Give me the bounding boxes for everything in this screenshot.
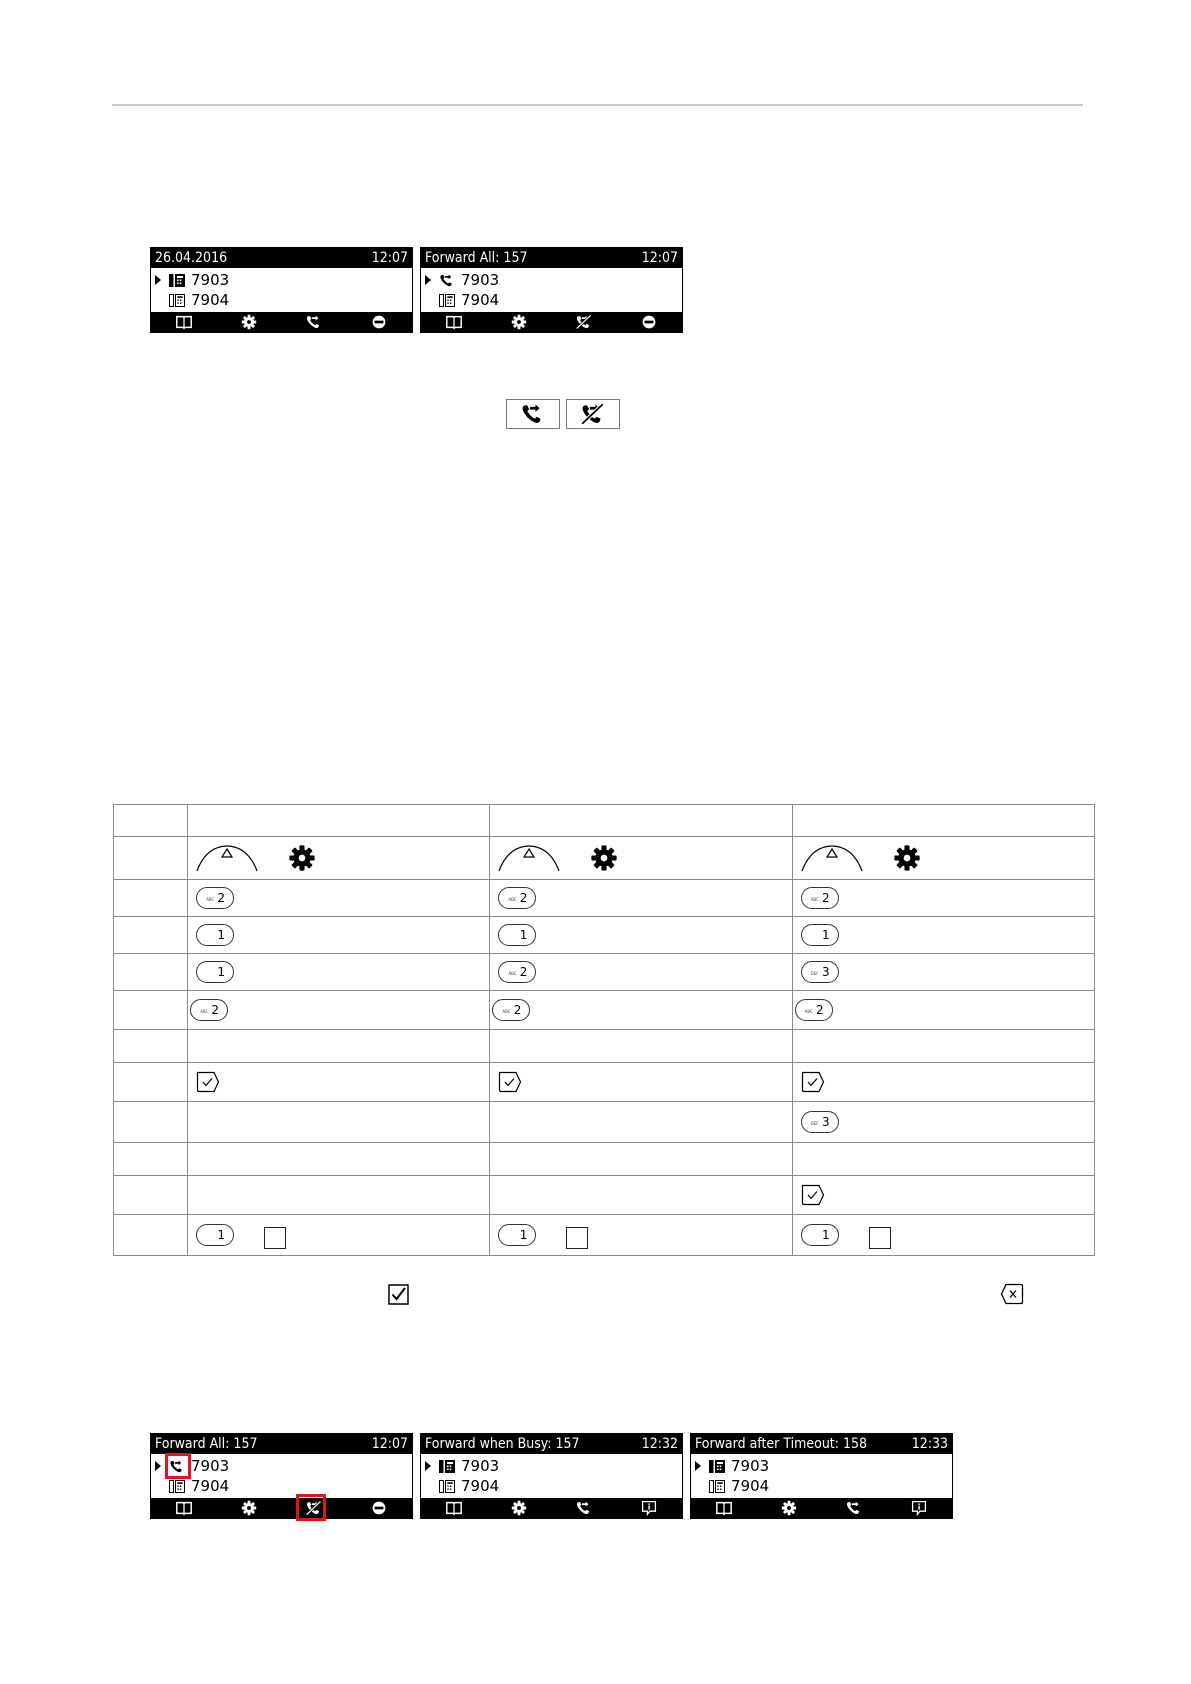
line-item[interactable]	[421, 270, 682, 290]
softkey-settings[interactable]	[486, 1498, 551, 1518]
phone-screen-idle	[150, 247, 413, 333]
table-cell	[490, 1215, 792, 1256]
screen-status: Forward when Busy: 157	[425, 1436, 580, 1452]
forward-off-icon	[575, 314, 593, 330]
table-cell	[188, 1063, 490, 1102]
forward-setup-table	[113, 804, 1095, 1256]
table-row	[114, 991, 1095, 1030]
ok-key-icon	[196, 1071, 220, 1093]
table-cell	[490, 880, 792, 917]
settings-gear-icon	[893, 844, 921, 872]
forward-icon-box	[506, 399, 560, 429]
step-cell	[114, 1102, 188, 1143]
header-rule	[112, 104, 1083, 106]
line-number: 7903	[461, 1457, 500, 1475]
softkey-settings[interactable]	[756, 1498, 821, 1518]
step-cell	[114, 1215, 188, 1256]
key-digit: 1	[822, 928, 830, 942]
line-number: 7903	[191, 271, 230, 289]
key-2-button	[190, 999, 228, 1021]
ok-key-icon	[801, 1184, 825, 1206]
screen-time: 12:32	[641, 1436, 678, 1452]
table-row	[114, 1063, 1095, 1102]
table-cell	[792, 1143, 1094, 1176]
key-letters: ABC	[206, 897, 215, 902]
table-cell	[188, 805, 490, 837]
selection-arrow-icon	[425, 1461, 431, 1471]
settings-gear-icon	[288, 844, 316, 872]
key-digit: 3	[822, 1115, 830, 1129]
softkey-phonebook[interactable]	[691, 1498, 756, 1518]
softkey-settings[interactable]	[216, 312, 281, 332]
screen-date: 26.04.2016	[155, 250, 228, 266]
table-cell	[792, 1030, 1094, 1063]
key-3-button	[801, 961, 839, 983]
table-row	[114, 1143, 1095, 1176]
step-cell	[114, 1063, 188, 1102]
softkey-dnd[interactable]	[347, 1498, 412, 1518]
line-idle-icon	[168, 293, 186, 308]
checked-box-icon	[388, 1284, 409, 1305]
checkbox	[566, 1227, 588, 1249]
line-item[interactable]	[421, 1456, 682, 1476]
step-cell	[114, 837, 188, 880]
settings-icon	[510, 1500, 528, 1516]
key-digit: 2	[822, 891, 830, 905]
table-cell	[792, 1176, 1094, 1215]
key-letters: ABC	[508, 971, 517, 976]
phone-screen-forward-all-highlighted	[150, 1433, 413, 1519]
screen-status: Forward after Timeout: 158	[695, 1436, 868, 1452]
line-number: 7904	[191, 291, 230, 309]
key-digit: 1	[519, 1228, 528, 1242]
softkey-dnd[interactable]	[617, 312, 682, 332]
key-letters: DEF	[810, 1121, 819, 1126]
key-1-button	[196, 924, 234, 946]
key-1-button	[196, 1224, 234, 1246]
softkey-info[interactable]	[617, 1498, 682, 1518]
screen-status: Forward All: 157	[425, 250, 528, 266]
key-digit: 2	[217, 891, 226, 905]
key-digit: 2	[513, 1003, 522, 1017]
step-cell	[114, 1176, 188, 1215]
table-cell	[188, 1030, 490, 1063]
line-idle-icon	[438, 1479, 456, 1494]
key-digit: 2	[816, 1003, 824, 1017]
key-2-button	[492, 999, 530, 1021]
line-item[interactable]	[421, 290, 682, 310]
dnd-icon	[370, 314, 388, 330]
table-cell	[490, 1143, 792, 1176]
softkey-forward[interactable]	[282, 312, 347, 332]
phonebook-icon	[175, 1500, 193, 1516]
step-cell	[114, 917, 188, 954]
line-status-icon	[438, 1459, 456, 1474]
key-1-button	[498, 924, 536, 946]
softkey-forward-off[interactable]	[552, 312, 617, 332]
table-cell	[490, 917, 792, 954]
forward-off-icon	[580, 402, 606, 426]
table-cell	[490, 954, 792, 991]
ok-key-icon	[801, 1071, 825, 1093]
step-cell	[114, 1030, 188, 1063]
info-icon	[910, 1500, 928, 1516]
screen-status: Forward All: 157	[155, 1436, 258, 1452]
table-cell	[188, 1215, 490, 1256]
line-status-icon	[168, 273, 186, 288]
key-1-button	[498, 1224, 536, 1246]
key-2-button	[795, 999, 833, 1021]
key-3-button	[801, 1111, 839, 1133]
settings-icon	[240, 314, 258, 330]
table-row	[114, 1102, 1095, 1143]
screen-time: 12:07	[371, 1436, 408, 1452]
settings-icon	[510, 314, 528, 330]
table-row	[114, 880, 1095, 917]
softkey-settings[interactable]	[216, 1498, 281, 1518]
step-cell	[114, 880, 188, 917]
nav-up-key-icon	[801, 844, 863, 872]
nav-up-key-icon	[196, 844, 258, 872]
key-digit: 2	[519, 891, 528, 905]
softkey-phonebook[interactable]	[421, 312, 486, 332]
table-row	[114, 1215, 1095, 1256]
table-cell	[792, 1063, 1094, 1102]
table-cell	[490, 1063, 792, 1102]
screen-time: 12:07	[371, 250, 408, 266]
table-cell	[188, 917, 490, 954]
table-cell	[792, 991, 1094, 1030]
table-cell	[188, 1102, 490, 1143]
table-cell	[188, 837, 490, 880]
line-item[interactable]	[151, 1476, 412, 1496]
key-2-button	[498, 961, 536, 983]
step-cell	[114, 805, 188, 837]
step-cell	[114, 1143, 188, 1176]
softkey-bar	[421, 1498, 682, 1518]
settings-icon	[780, 1500, 798, 1516]
key-digit: 2	[519, 965, 528, 979]
softkey-phonebook[interactable]	[421, 1498, 486, 1518]
key-2-button	[801, 887, 839, 909]
softkey-phonebook[interactable]	[151, 312, 216, 332]
table-cell	[792, 1102, 1094, 1143]
key-letters: DEF	[810, 971, 819, 976]
line-idle-icon	[438, 293, 456, 308]
line-number: 7904	[191, 1477, 230, 1495]
key-2-button	[498, 887, 536, 909]
table-cell	[792, 917, 1094, 954]
table-cell	[490, 837, 792, 880]
line-number: 7903	[731, 1457, 770, 1475]
table-cell	[792, 880, 1094, 917]
forward-off-icon-box	[566, 399, 620, 429]
selection-arrow-icon	[695, 1461, 701, 1471]
phonebook-icon	[715, 1500, 733, 1516]
line-item[interactable]	[421, 1476, 682, 1496]
selection-arrow-icon	[155, 275, 161, 285]
forward-icon	[520, 402, 546, 426]
key-1-button	[801, 924, 839, 946]
forward-active-icon	[438, 273, 456, 288]
key-digit: 1	[217, 928, 226, 942]
checkbox	[869, 1227, 891, 1249]
table-cell	[490, 805, 792, 837]
softkey-bar	[151, 312, 412, 332]
table-row	[114, 805, 1095, 837]
line-number: 7904	[461, 291, 500, 309]
key-letters: ABC	[200, 1009, 209, 1014]
key-letters: ABC	[502, 1009, 511, 1014]
settings-gear-icon	[590, 844, 618, 872]
phone-screen-forward-all	[420, 247, 683, 333]
nav-up-key-icon	[498, 844, 560, 872]
line-idle-icon	[708, 1479, 726, 1494]
checkbox	[264, 1227, 286, 1249]
table-row	[114, 837, 1095, 880]
table-cell	[490, 1176, 792, 1215]
phonebook-icon	[445, 314, 463, 330]
line-item[interactable]	[151, 270, 412, 290]
screen-header	[691, 1434, 952, 1454]
forward-icon	[575, 1500, 593, 1516]
line-status-icon	[708, 1459, 726, 1474]
table-cell	[490, 1102, 792, 1143]
highlight-forward-softkey	[296, 1494, 326, 1521]
key-1-button	[196, 961, 234, 983]
highlight-forward-status	[165, 1453, 191, 1479]
step-cell	[114, 954, 188, 991]
phone-screen-forward-busy	[420, 1433, 683, 1519]
selection-arrow-icon	[155, 1461, 161, 1471]
softkey-info[interactable]	[887, 1498, 952, 1518]
table-row	[114, 1176, 1095, 1215]
softkey-settings[interactable]	[486, 312, 551, 332]
dnd-icon	[640, 314, 658, 330]
ok-key-icon	[498, 1071, 522, 1093]
table-cell	[188, 1143, 490, 1176]
forward-icon	[305, 314, 323, 330]
phonebook-icon	[445, 1500, 463, 1516]
phone-screen-forward-timeout	[690, 1433, 953, 1519]
table-cell	[792, 954, 1094, 991]
screen-header	[421, 248, 682, 268]
key-1-button	[801, 1224, 839, 1246]
line-idle-icon	[168, 1479, 186, 1494]
table-cell	[188, 954, 490, 991]
table-cell	[792, 805, 1094, 837]
screen-header	[421, 1434, 682, 1454]
softkey-bar	[151, 1498, 412, 1518]
key-digit: 2	[211, 1003, 220, 1017]
table-cell	[188, 880, 490, 917]
table-row	[114, 1030, 1095, 1063]
table-row	[114, 917, 1095, 954]
table-cell	[792, 837, 1094, 880]
key-digit: 1	[217, 1228, 226, 1242]
step-cell	[114, 991, 188, 1030]
softkey-bar	[691, 1498, 952, 1518]
key-digit: 3	[822, 965, 830, 979]
line-number: 7903	[461, 271, 500, 289]
screen-time: 12:07	[641, 250, 678, 266]
line-number: 7903	[191, 1457, 230, 1475]
info-icon	[640, 1500, 658, 1516]
key-letters: ABC	[804, 1009, 813, 1014]
screen-header	[151, 1434, 412, 1454]
line-item[interactable]	[151, 290, 412, 310]
settings-icon	[240, 1500, 258, 1516]
key-letters: ABC	[810, 897, 819, 902]
line-number: 7904	[731, 1477, 770, 1495]
phonebook-icon	[175, 314, 193, 330]
screen-header	[151, 248, 412, 268]
softkey-forward[interactable]	[552, 1498, 617, 1518]
selection-arrow-icon	[425, 275, 431, 285]
softkey-phonebook[interactable]	[151, 1498, 216, 1518]
table-cell	[490, 1030, 792, 1063]
delete-key-icon	[1000, 1283, 1024, 1305]
softkey-forward[interactable]	[822, 1498, 887, 1518]
table-cell	[188, 991, 490, 1030]
dnd-icon	[370, 1500, 388, 1516]
key-digit: 1	[519, 928, 528, 942]
table-cell	[490, 991, 792, 1030]
key-2-button	[196, 887, 234, 909]
table-cell	[792, 1215, 1094, 1256]
key-digit: 1	[822, 1228, 830, 1242]
softkey-dnd[interactable]	[347, 312, 412, 332]
table-row	[114, 954, 1095, 991]
line-item[interactable]	[691, 1476, 952, 1496]
table-cell	[188, 1176, 490, 1215]
softkey-bar	[421, 312, 682, 332]
line-item[interactable]	[691, 1456, 952, 1476]
screen-time: 12:33	[911, 1436, 948, 1452]
key-letters: ABC	[508, 897, 517, 902]
line-number: 7904	[461, 1477, 500, 1495]
key-digit: 1	[217, 965, 226, 979]
forward-icon	[845, 1500, 863, 1516]
